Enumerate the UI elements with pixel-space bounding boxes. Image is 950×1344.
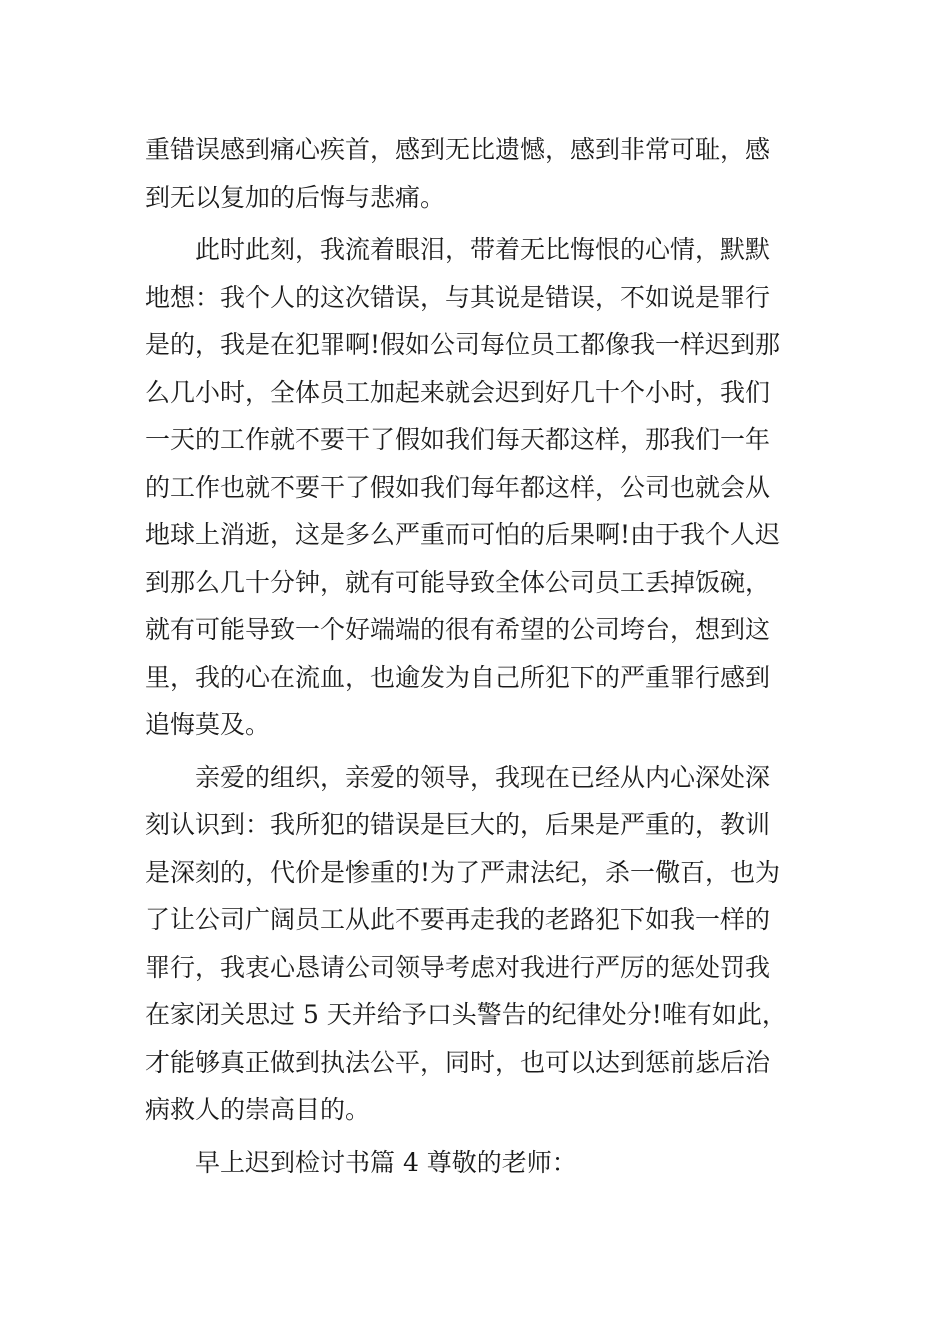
text-line: 在家闭关思过 5 天并给予口头警告的纪律处分!唯有如此， [145,1000,787,1029]
text-line: 就有可能导致一个好端端的很有希望的公司垮台，想到这 [145,615,771,644]
text-line: 是深刻的，代价是惨重的!为了严肃法纪，杀一儆百，也为 [145,857,781,887]
text-line: 早上迟到检讨书篇 4 尊敬的老师： [145,1147,577,1177]
text-line: 罪行，我衷心恳请公司领导考虑对我进行严厉的惩处罚我 [145,952,771,982]
paragraph [145,754,805,1134]
text-line: 的工作也就不要干了假如我们每年都这样，公司也就会从 [145,472,771,502]
text-line: 重错误感到痛心疾首，感到无比遗憾，感到非常可耻，感 [145,135,771,164]
text-line: 是的，我是在犯罪啊!假如公司每位员工都像我一样迟到那 [145,330,781,359]
paragraph [145,226,805,749]
text-line: 地想：我个人的这次错误，与其说是错误，不如说是罪行 [145,282,771,312]
text-line: 此时此刻，我流着眼泪，带着无比悔恨的心情，默默 [145,235,771,264]
text-line: 到无以复加的后悔与悲痛。 [145,182,446,212]
text-line: 才能够真正做到执法公平，同时，也可以达到惩前毖后治 [145,1047,771,1077]
text-line: 病救人的崇高目的。 [145,1095,371,1124]
text-line: 里，我的心在流血，也逾发为自己所犯下的严重罪行感到 [145,662,771,692]
text-line: 了让公司广阔员工从此不要再走我的老路犯下如我一样的 [145,905,771,934]
document-body [145,126,805,1186]
text-line: 地球上消逝，这是多么严重而可怕的后果啊!由于我个人迟 [145,520,781,549]
paragraph [145,126,805,221]
text-line: 亲爱的组织，亲爱的领导，我现在已经从内心深处深 [145,762,771,792]
text-line: 追悔莫及。 [145,710,271,739]
paragraph [145,1139,805,1187]
text-line: 刻认识到：我所犯的错误是巨大的，后果是严重的，教训 [145,810,771,839]
text-line: 一天的工作就不要干了假如我们每天都这样，那我们一年 [145,425,771,454]
text-line: 到那么几十分钟，就有可能导致全体公司员工丢掉饭碗， [145,567,771,597]
text-line: 么几小时，全体员工加起来就会迟到好几十个小时，我们 [145,377,771,407]
